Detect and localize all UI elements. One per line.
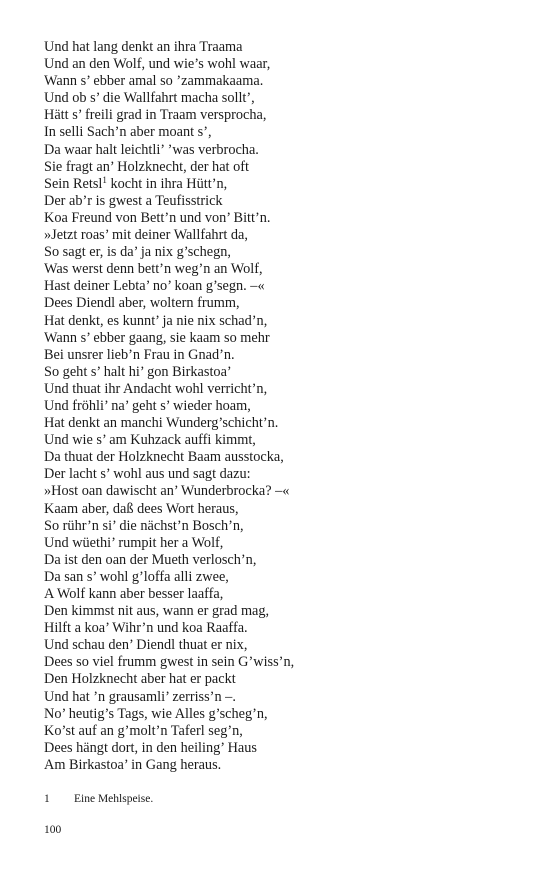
poem-line: Der ab’r is gwest a Teufisstrick bbox=[44, 192, 223, 209]
poem-line: Und hat ’n grausamli’ zerriss’n –. bbox=[44, 688, 236, 705]
poem-line: Und an den Wolf, und wie’s wohl waar, bbox=[44, 56, 271, 73]
poem-line: »Jetzt roas’ mit deiner Wallfahrt da, bbox=[44, 227, 248, 244]
poem-line: Den Holzknecht aber hat er packt bbox=[44, 671, 236, 688]
poem-line: Den kimmst nit aus, wann er grad mag, bbox=[44, 603, 270, 620]
poem-line: Da san s’ wohl g’loffa alli zwee, bbox=[44, 568, 229, 585]
poem-line: »Host oan dawischt an’ Wunderbrocka? –« bbox=[44, 483, 290, 500]
poem-line: Und hat lang denkt an ihra Traama bbox=[44, 39, 243, 55]
poem-line: Der lacht s’ wohl aus und sagt dazu: bbox=[44, 466, 251, 483]
page-number: 100 bbox=[44, 824, 62, 836]
poem-line: Wann s’ ebber amal so ’zammakaama. bbox=[44, 73, 264, 90]
poem-line: Koa Freund von Bett’n und von’ Bitt’n. bbox=[44, 209, 271, 226]
poem-line: Hätt s’ freili grad in Traam versprocha, bbox=[44, 107, 267, 124]
poem-line: Da waar halt leichtli’ ’was verbrocha. bbox=[44, 141, 259, 158]
poem-line: In selli Sach’n aber moant s’, bbox=[44, 124, 212, 141]
poem-line: Und schau den’ Diendl thuat er nix, bbox=[44, 637, 248, 654]
poem-line: Und fröhli’ na’ geht s’ wieder hoam, bbox=[44, 397, 251, 414]
poem-line: Und wie s’ am Kuhzack auffi kimmt, bbox=[44, 432, 256, 449]
poem-line: Und wüethi’ rumpit her a Wolf, bbox=[44, 534, 224, 551]
poem-line: Sie fragt an’ Holzknecht, der hat oft bbox=[44, 158, 249, 175]
poem-line: Hat denkt an manchi Wunderg’schicht’n. bbox=[44, 415, 279, 432]
poem-line: So rühr’n si’ die nächst’n Bosch’n, bbox=[44, 517, 244, 534]
poem-line: Dees hängt dort, in den heiling’ Haus bbox=[44, 739, 257, 756]
poem-line: Wann s’ ebber gaang, sie kaam so mehr bbox=[44, 329, 270, 346]
footnote bbox=[44, 792, 153, 806]
poem-line: Bei unsrer lieb’n Frau in Gnad’n. bbox=[44, 346, 235, 363]
poem-line: Kaam aber, daß dees Wort heraus, bbox=[44, 500, 239, 517]
poem-line: A Wolf kann aber besser laaffa, bbox=[44, 586, 224, 602]
poem-line-text: Sein Retsl bbox=[44, 175, 103, 192]
poem-line: Hast deiner Lebta’ no’ koan g’segn. –« bbox=[44, 278, 265, 295]
poem-line: So sagt er, is da’ ja nix g’schegn, bbox=[44, 244, 231, 261]
poem-line-text: kocht in ihra Hütt’n, bbox=[106, 175, 228, 192]
poem-line: Da ist den oan der Mueth verlosch’n, bbox=[44, 551, 257, 568]
footnote-text: Eine Mehlspeise. bbox=[74, 793, 154, 805]
footnote-number: 1 bbox=[44, 793, 50, 805]
poem-line: So geht s’ halt hi’ gon Birkastoa’ bbox=[44, 363, 232, 380]
poem-line: Und thuat ihr Andacht wohl verricht’n, bbox=[44, 380, 268, 397]
poem-line-with-footnote bbox=[44, 176, 514, 193]
footnote-marker[interactable]: 1 bbox=[102, 174, 107, 185]
poem bbox=[44, 39, 514, 774]
poem-line: Dees Diendl aber, woltern frumm, bbox=[44, 295, 240, 312]
poem-line: Hat denkt, es kunnt’ ja nie nix schad’n, bbox=[44, 312, 268, 329]
poem-line: No’ heutig’s Tags, wie Alles g’scheg’n, bbox=[44, 705, 268, 722]
poem-line: Hilft a koa’ Wihr’n und koa Raaffa. bbox=[44, 620, 248, 637]
poem-line: Was werst denn bett’n weg’n an Wolf, bbox=[44, 261, 263, 278]
poem-line: Da thuat der Holzknecht Baam ausstocka, bbox=[44, 449, 284, 466]
poem-line: Am Birkastoa’ in Gang heraus. bbox=[44, 756, 222, 773]
poem-line: Ko’st auf an g’molt’n Taferl seg’n, bbox=[44, 722, 243, 739]
poem-line: Und ob s’ die Wallfahrt macha sollt’, bbox=[44, 90, 255, 107]
poem-line: Dees so viel frumm gwest in sein G’wiss’n, bbox=[44, 654, 295, 671]
